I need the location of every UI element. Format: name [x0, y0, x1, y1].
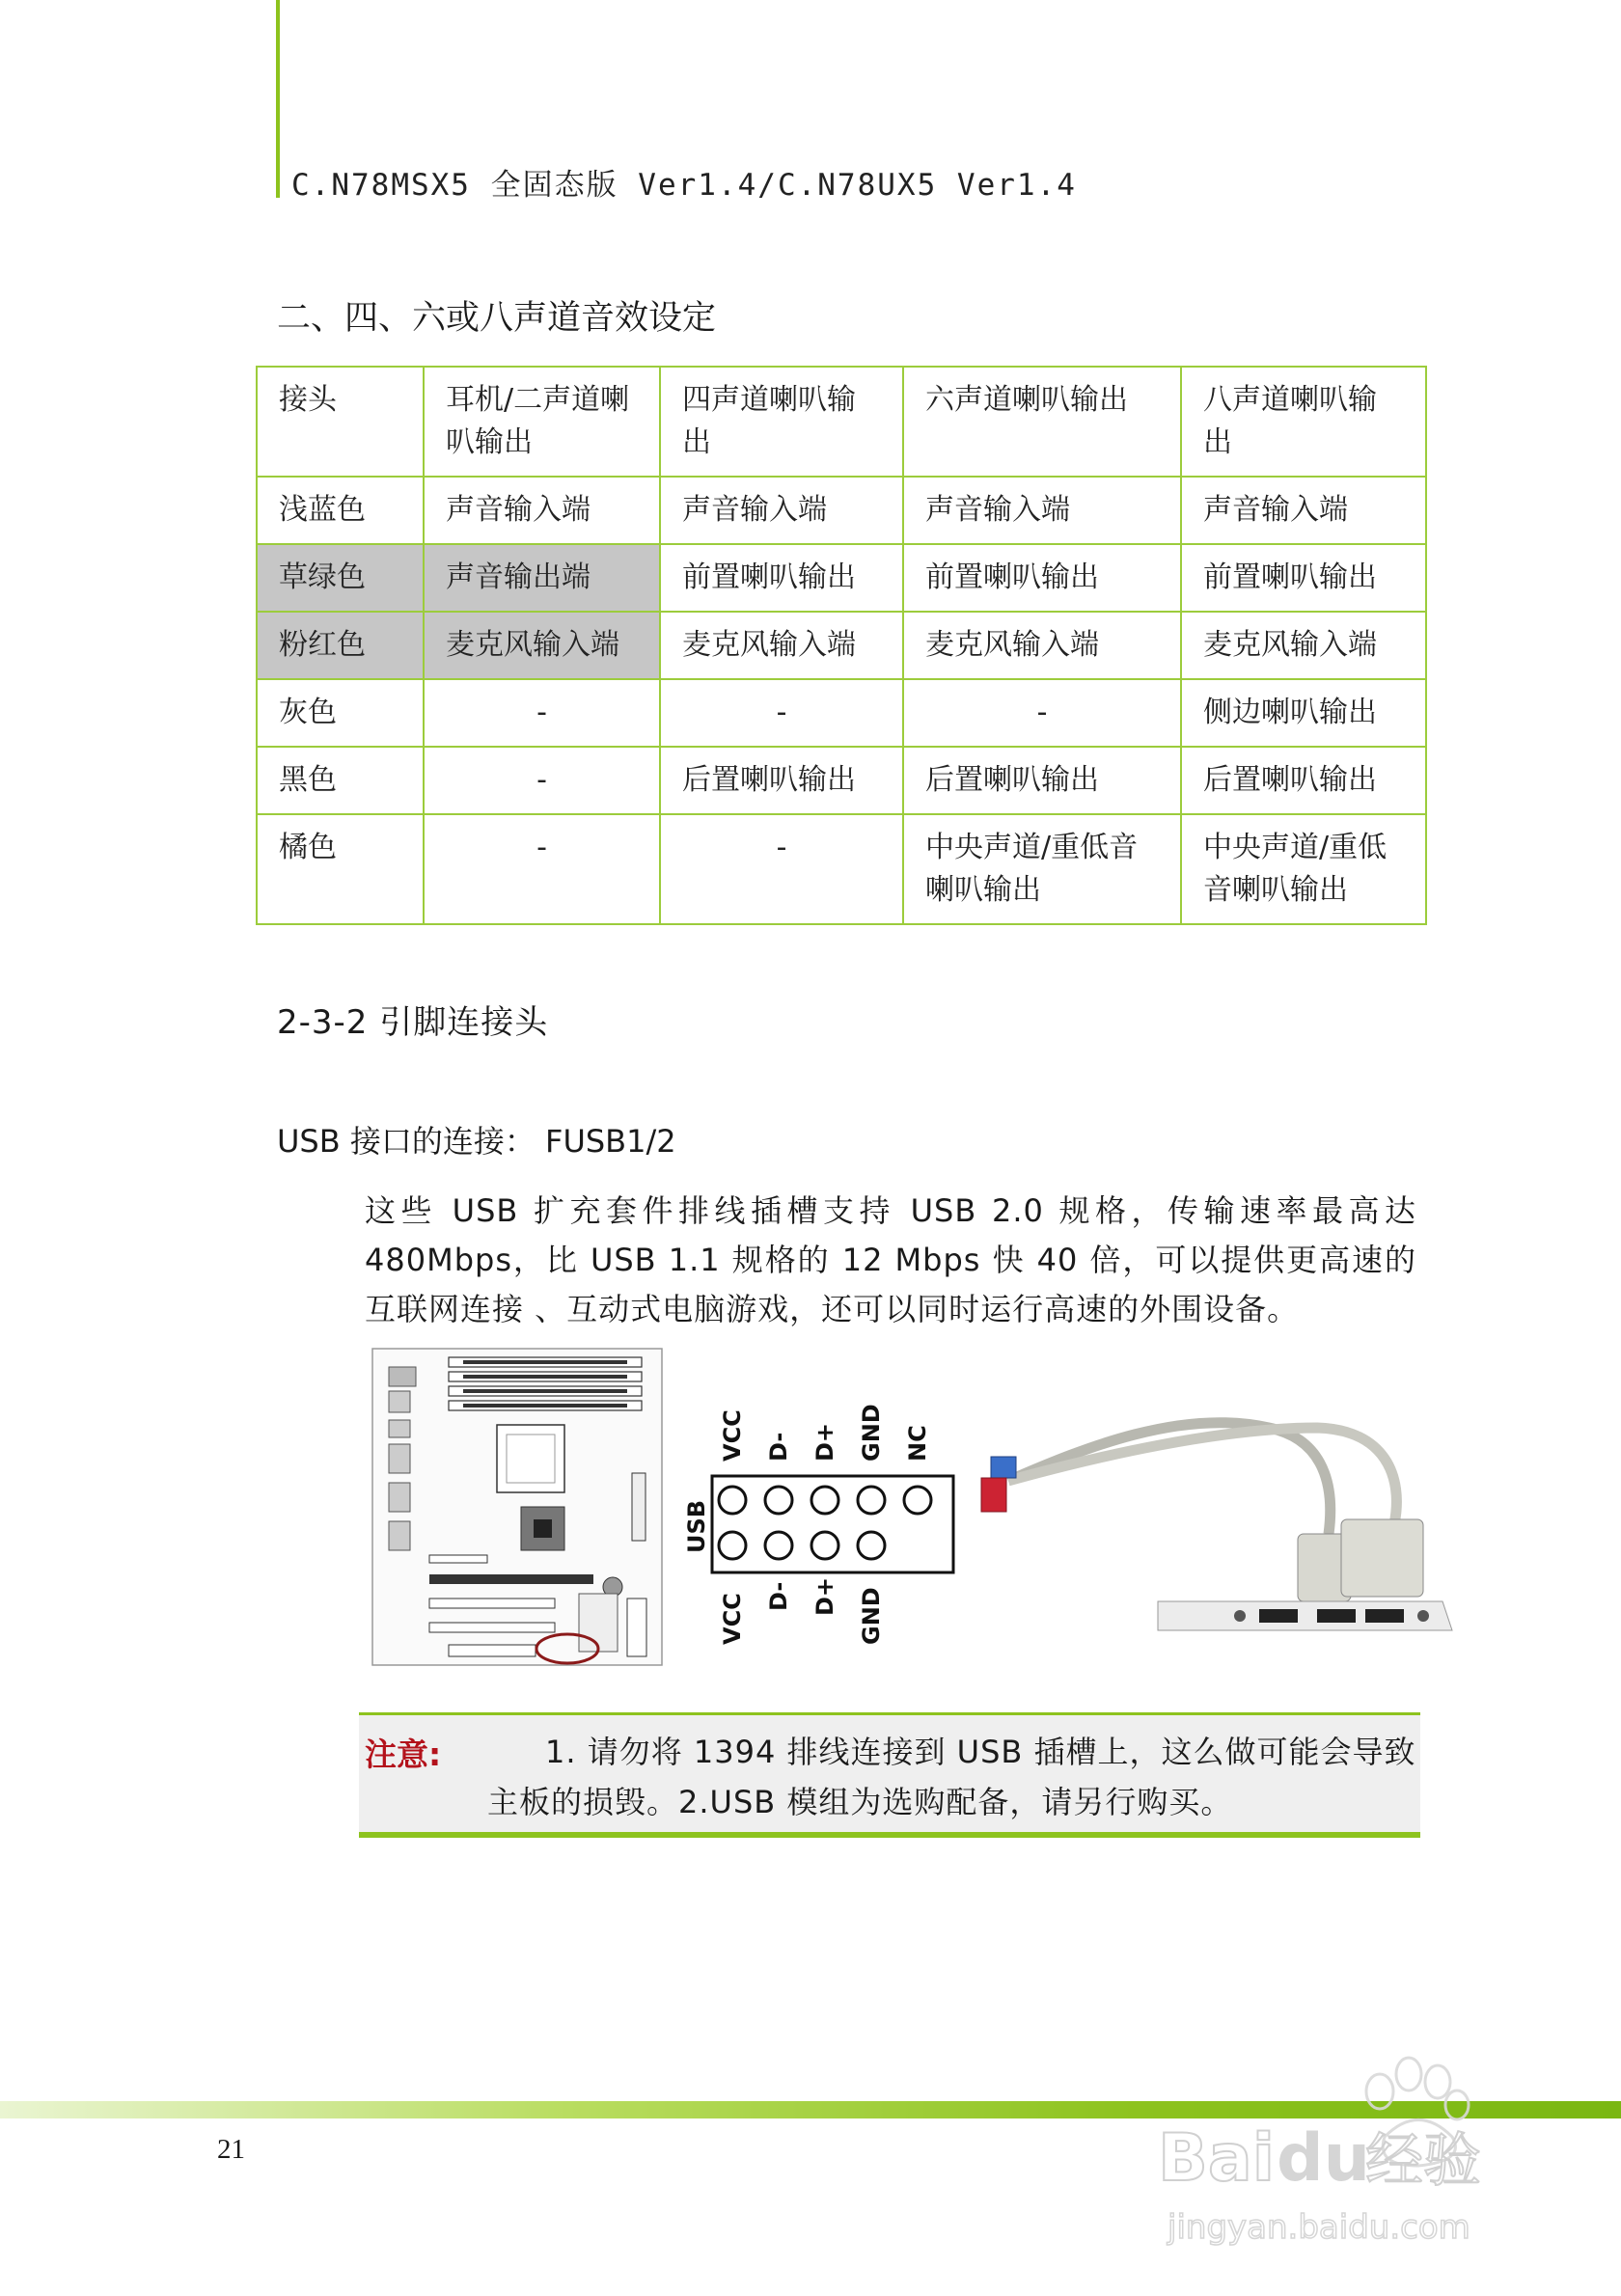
- header-accent-line: [276, 0, 280, 198]
- usb-bracket-cable-image: [970, 1389, 1471, 1645]
- table-row: [257, 367, 1426, 477]
- table-row: [257, 747, 1426, 814]
- pin-circle: [719, 1487, 746, 1514]
- pin-circle: [811, 1487, 838, 1514]
- table-cell: 声音输入端: [1181, 477, 1426, 544]
- usb-pin-label: USB: [683, 1499, 710, 1553]
- table-cell: 前置喇叭输出: [903, 544, 1181, 612]
- page-number: 21: [217, 2134, 245, 2165]
- table-cell: 浅蓝色: [257, 477, 424, 544]
- table-cell: 接头: [257, 367, 424, 477]
- table-cell: 麦克风输入端: [660, 612, 903, 679]
- table-cell: 草绿色: [257, 544, 424, 612]
- table-cell: -: [424, 679, 660, 747]
- table-cell: 八声道喇叭输出: [1181, 367, 1426, 477]
- section-title: 二、四、六或八声道音效设定: [277, 299, 717, 338]
- table-cell: 侧边喇叭输出: [1181, 679, 1426, 747]
- pin-label: GND: [858, 1587, 885, 1645]
- baidu-watermark-logo: [1139, 2045, 1582, 2267]
- table-cell: 声音输入端: [903, 477, 1181, 544]
- usb-pin-diagram: [675, 1399, 965, 1650]
- table-cell: 四声道喇叭输出: [660, 367, 903, 477]
- pin-circle: [904, 1487, 931, 1514]
- table-row: [257, 544, 1426, 612]
- pin-circle: [858, 1487, 885, 1514]
- table-cell: -: [424, 814, 660, 924]
- pin-label: VCC: [719, 1593, 746, 1645]
- pin-label: D+: [811, 1422, 838, 1462]
- table-cell: 后置喇叭输出: [903, 747, 1181, 814]
- table-cell: -: [660, 679, 903, 747]
- subsection-title: 2-3-2 引脚连接头: [277, 1003, 549, 1042]
- pin-label: GND: [858, 1404, 885, 1462]
- table-cell: 声音输入端: [424, 477, 660, 544]
- table-cell: 耳机/二声道喇叭输出: [424, 367, 660, 477]
- table-cell: 中央声道/重低音喇叭输出: [903, 814, 1181, 924]
- usb-description: 这些 USB 扩充套件排线插槽支持 USB 2.0 规格，传输速率最高达 480Mbps，比 USB 1.1 规格的 12 Mbps 快 40 倍，可以提供更高速的互联网连接 、互动式电脑游戏，还可以同时运行高速的外围设备。: [365, 1192, 1416, 1327]
- table-cell: -: [660, 814, 903, 924]
- header-title: C.N78MSX5 全固态版 Ver1.4/C.N78UX5 Ver1.4: [291, 168, 1077, 203]
- pin-label: D-: [765, 1432, 792, 1462]
- table-cell: 六声道喇叭输出: [903, 367, 1181, 477]
- svg-text:du: du: [1277, 2120, 1371, 2197]
- pin-label: NC: [904, 1425, 931, 1462]
- table-cell: 麦克风输入端: [903, 612, 1181, 679]
- table-cell: 灰色: [257, 679, 424, 747]
- table-cell: 后置喇叭输出: [660, 747, 903, 814]
- table-cell: 麦克风输入端: [1181, 612, 1426, 679]
- svg-text:经验: 经验: [1365, 2127, 1481, 2195]
- pin-circle: [765, 1532, 792, 1559]
- svg-text:jingyan.baidu.com: jingyan.baidu.com: [1168, 2208, 1470, 2247]
- table-cell: 前置喇叭输出: [660, 544, 903, 612]
- note-text: 1. 请勿将 1394 排线连接到 USB 插槽上，这么做可能会导致主板的损毁。2.USB 模组为选购配备，请另行购买。: [487, 1734, 1416, 1820]
- table-cell: 后置喇叭输出: [1181, 747, 1426, 814]
- table-row: [257, 679, 1426, 747]
- pin-circle: [858, 1532, 885, 1559]
- note-bottom-rule: [359, 1832, 1420, 1838]
- table-cell: 中央声道/重低音喇叭输出: [1181, 814, 1426, 924]
- pin-label: VCC: [719, 1409, 746, 1462]
- pin-label: D+: [811, 1576, 838, 1616]
- audio-channel-table: [256, 366, 1427, 925]
- table-cell: 黑色: [257, 747, 424, 814]
- usb-section-title: USB 接口的连接： FUSB1/2: [277, 1123, 676, 1160]
- table-cell: 前置喇叭输出: [1181, 544, 1426, 612]
- note-top-rule: [359, 1712, 1420, 1715]
- svg-text:Bai: Bai: [1158, 2120, 1276, 2197]
- pin-circle: [765, 1487, 792, 1514]
- motherboard-diagram: [371, 1348, 663, 1666]
- note-label: 注意:: [365, 1736, 442, 1773]
- table-cell: 声音输出端: [424, 544, 660, 612]
- table-row: [257, 477, 1426, 544]
- table-row: [257, 612, 1426, 679]
- pin-circle: [719, 1532, 746, 1559]
- table-cell: 橘色: [257, 814, 424, 924]
- pin-circle: [811, 1532, 838, 1559]
- table-cell: 麦克风输入端: [424, 612, 660, 679]
- table-cell: -: [903, 679, 1181, 747]
- table-row: [257, 814, 1426, 924]
- table-cell: -: [424, 747, 660, 814]
- table-cell: 粉红色: [257, 612, 424, 679]
- pin-label: D-: [765, 1581, 792, 1611]
- table-cell: 声音输入端: [660, 477, 903, 544]
